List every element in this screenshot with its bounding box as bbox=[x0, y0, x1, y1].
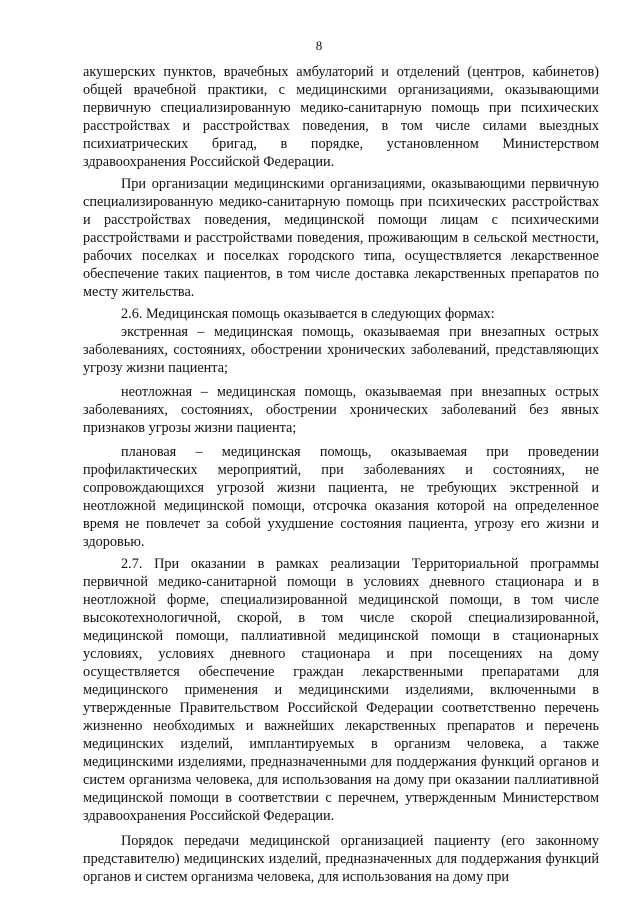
paragraph-rural-medication-supply: При организации медицинскими организациями, оказывающими первичную специализированную медико-санитарную помощь при психических расстройствах и расстройствах поведения, медицинской помощи лицам с психическими расстройствами и расстройствами поведения, проживающим в сельской местности, рабочих поселках и поселках городского типа, осуществляется лекарственное обеспечение таких пациентов, в том числе доставка лекарственных препаратов по месту жительства. bbox=[83, 176, 599, 300]
paragraph-device-transfer-procedure: Порядок передачи медицинской организацией пациенту (его законному представителю) медицинских изделий, предназначенных для поддержания функций органов и систем организма человека, для использования на дому при bbox=[83, 833, 599, 885]
page-number: 8 bbox=[315, 38, 323, 53]
section-2-7-paragraph: 2.7. При оказании в рамках реализации Территориальной программы первичной медико-санитарной помощи в условиях дневного стационара и в неотложной форме, специализированной медицинской помощи, в том числе высокотехнологичной, скорой, в том числе скорой специализированной, медицинской помощи, паллиативной медицинской помощи в стационарных условиях, условиях дневного стационара и при посещениях на дому осуществляется обеспечение граждан лекарственными препаратами для медицинского применения и медицинскими изделиями, включенными в утвержденные Правительством Российской Федерации соответственно перечень жизненно необходимых и важнейших лекарственных препаратов и перечень медицинских изделий, имплантируемых в организм человека, а также медицинскими изделиями, предназначенными для поддержания функций органов и систем организма человека, для использования на дому при оказании паллиативной медицинской помощи в соответствии с перечнем, утвержденным Министерством здравоохранения Российской Федерации. bbox=[83, 556, 599, 824]
paragraph-emergency-form: экстренная – медицинская помощь, оказываемая при внезапных острых заболеваниях, состояниях, обострении хронических заболеваний, представляющих угрозу жизни пациента; bbox=[83, 324, 599, 376]
section-2-6-heading: 2.6. Медицинская помощь оказывается в следующих формах: bbox=[121, 306, 495, 322]
document-body bbox=[83, 63, 599, 886]
paragraph-planned-form: плановая – медицинская помощь, оказываемая при проведении профилактических мероприятий, при заболеваниях и состояниях, не сопровождающихся угрозой жизни пациента, не требующих экстренной и неотложной медицинской помощи, отсрочка оказания которой на определенное время не повлечет за собой ухудшение состояния пациента, угрозу его жизни и здоровью. bbox=[83, 444, 599, 550]
paragraph-urgent-form: неотложная – медицинская помощь, оказываемая при внезапных острых заболеваниях, состояниях, обострении хронических заболеваний без явных признаков угрозы жизни пациента; bbox=[83, 384, 599, 436]
paragraph-continuation: акушерских пунктов, врачебных амбулаторий и отделений (центров, кабинетов) общей врачебной практики, с медицинскими организациями, оказывающими первичную специализированную медико-санитарную помощь при психических расстройствах и расстройствах поведения, в том числе силами выездных психиатрических бригад, в порядке, установленном Министерством здравоохранения Российской Федерации. bbox=[83, 64, 599, 170]
